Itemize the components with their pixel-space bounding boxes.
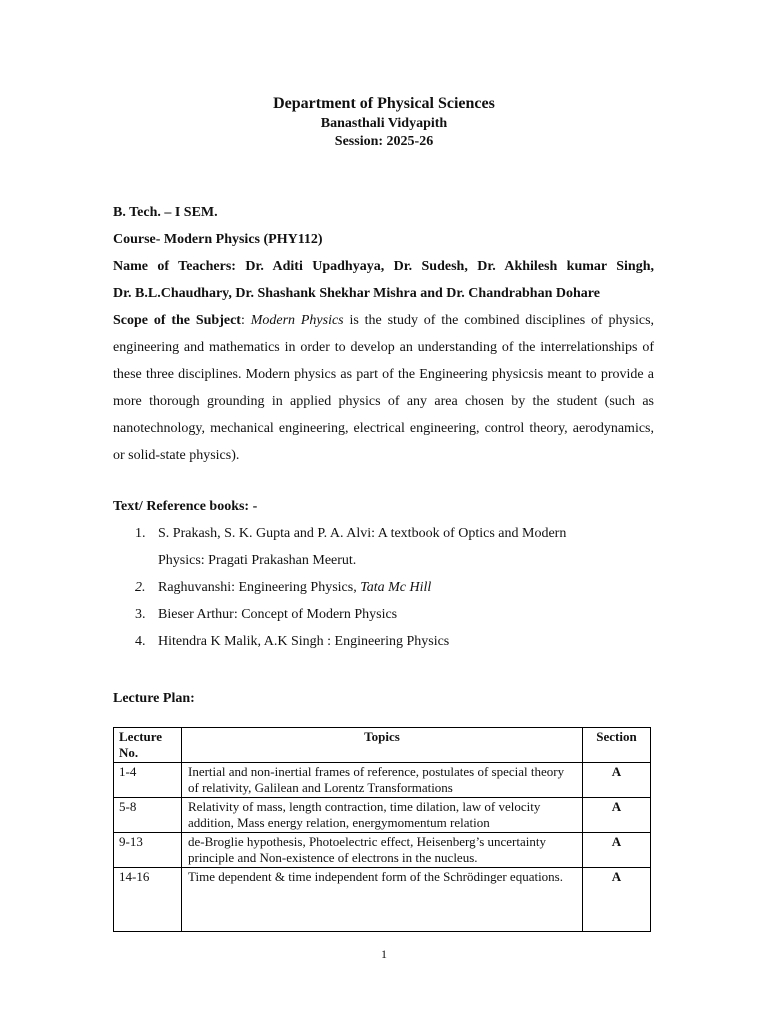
course-info bbox=[113, 199, 654, 469]
reference-text: Bieser Arthur: Concept of Modern Physics bbox=[158, 607, 398, 622]
section-cell: A bbox=[583, 798, 651, 833]
topic-cell: Inertial and non-inertial frames of reference, postulates of special theory of relativity, Galilean and Lorentz Transformations bbox=[182, 763, 583, 798]
table-row bbox=[114, 868, 651, 932]
teachers-line-1 bbox=[113, 253, 654, 280]
lecture-cell: 14-16 bbox=[114, 868, 182, 932]
reference-item bbox=[113, 628, 654, 655]
lecture-plan-heading: Lecture Plan: bbox=[113, 691, 195, 706]
scope-label: Scope of the Subject bbox=[113, 313, 241, 328]
reference-text-line-2: Physics: Pragati Prakashan Meerut. bbox=[158, 553, 357, 568]
reference-number: 4. bbox=[135, 634, 146, 649]
table-header-row bbox=[114, 728, 651, 763]
column-header-topics: Topics bbox=[182, 728, 583, 763]
section-cell: A bbox=[583, 868, 651, 932]
section-cell: A bbox=[583, 763, 651, 798]
department-title: Department of Physical Sciences bbox=[273, 95, 495, 112]
scope-text: is the study of the combined disciplines of physics, engineering and mathematics in order to develop an understanding of the interrelationships of these three disciplines. Modern physics as part of the Engineering physicsis meant to provide a more thorough grounding in applied physics of any area chosen by the student (such as nanotechnology, mechanical engineering, electrical engineering, control theory, aerodynamics, or solid-state physics). bbox=[113, 313, 655, 463]
semester-label: B. Tech. – I SEM. bbox=[113, 205, 218, 220]
section-cell: A bbox=[583, 833, 651, 868]
reference-number: 3. bbox=[135, 607, 146, 622]
lecture-cell: 5-8 bbox=[114, 798, 182, 833]
topic-cell: Time dependent & time independent form of the Schrödinger equations. bbox=[182, 868, 583, 932]
reference-text: Raghuvanshi: Engineering Physics, bbox=[158, 580, 361, 595]
reference-text-line-1: S. Prakash, S. K. Gupta and P. A. Alvi: A textbook of Optics and Modern bbox=[158, 526, 567, 541]
references-heading: Text/ Reference books: - bbox=[113, 499, 258, 514]
reference-number: 2. bbox=[135, 580, 146, 595]
references-section bbox=[113, 493, 654, 655]
topic-cell: de-Broglie hypothesis, Photoelectric effect, Heisenberg’s uncertainty principle and Non-existence of electrons in the nucleus. bbox=[182, 833, 583, 868]
lecture-cell: 9-13 bbox=[114, 833, 182, 868]
document-header bbox=[0, 93, 768, 151]
session-label: Session: 2025-26 bbox=[334, 134, 434, 149]
references-list bbox=[113, 520, 654, 655]
column-header-lecture: Lecture No. bbox=[114, 728, 182, 763]
teachers-text-1: Name of Teachers: Dr. Aditi Upadhyaya, Dr. Sudesh, Dr. Akhilesh kumar Singh, bbox=[113, 259, 654, 274]
column-header-section: Section bbox=[583, 728, 651, 763]
reference-number: 1. bbox=[135, 526, 146, 541]
reference-publisher: Tata Mc Hill bbox=[360, 580, 432, 595]
table-row bbox=[114, 833, 651, 868]
course-title: Course- Modern Physics (PHY112) bbox=[113, 232, 323, 247]
table-row bbox=[114, 798, 651, 833]
teachers-line-2: Dr. B.L.Chaudhary, Dr. Shashank Shekhar Mishra and Dr. Chandrabhan Dohare bbox=[113, 286, 600, 301]
topic-cell: Relativity of mass, length contraction, time dilation, law of velocity addition, Mass energy relation, energymomentum relation bbox=[182, 798, 583, 833]
reference-item bbox=[113, 574, 654, 601]
lecture-plan-table bbox=[113, 727, 651, 932]
lecture-cell: 1-4 bbox=[114, 763, 182, 798]
institution-name: Banasthali Vidyapith bbox=[320, 116, 448, 131]
reference-text: Hitendra K Malik, A.K Singh : Engineering Physics bbox=[158, 634, 450, 649]
lecture-plan-heading-block bbox=[113, 685, 654, 712]
reference-item bbox=[113, 520, 654, 574]
table-row bbox=[114, 763, 651, 798]
page-number: 1 bbox=[381, 947, 387, 961]
scope-paragraph bbox=[113, 307, 654, 469]
scope-colon: : bbox=[240, 313, 251, 328]
scope-term: Modern Physics bbox=[250, 313, 344, 328]
reference-item bbox=[113, 601, 654, 628]
